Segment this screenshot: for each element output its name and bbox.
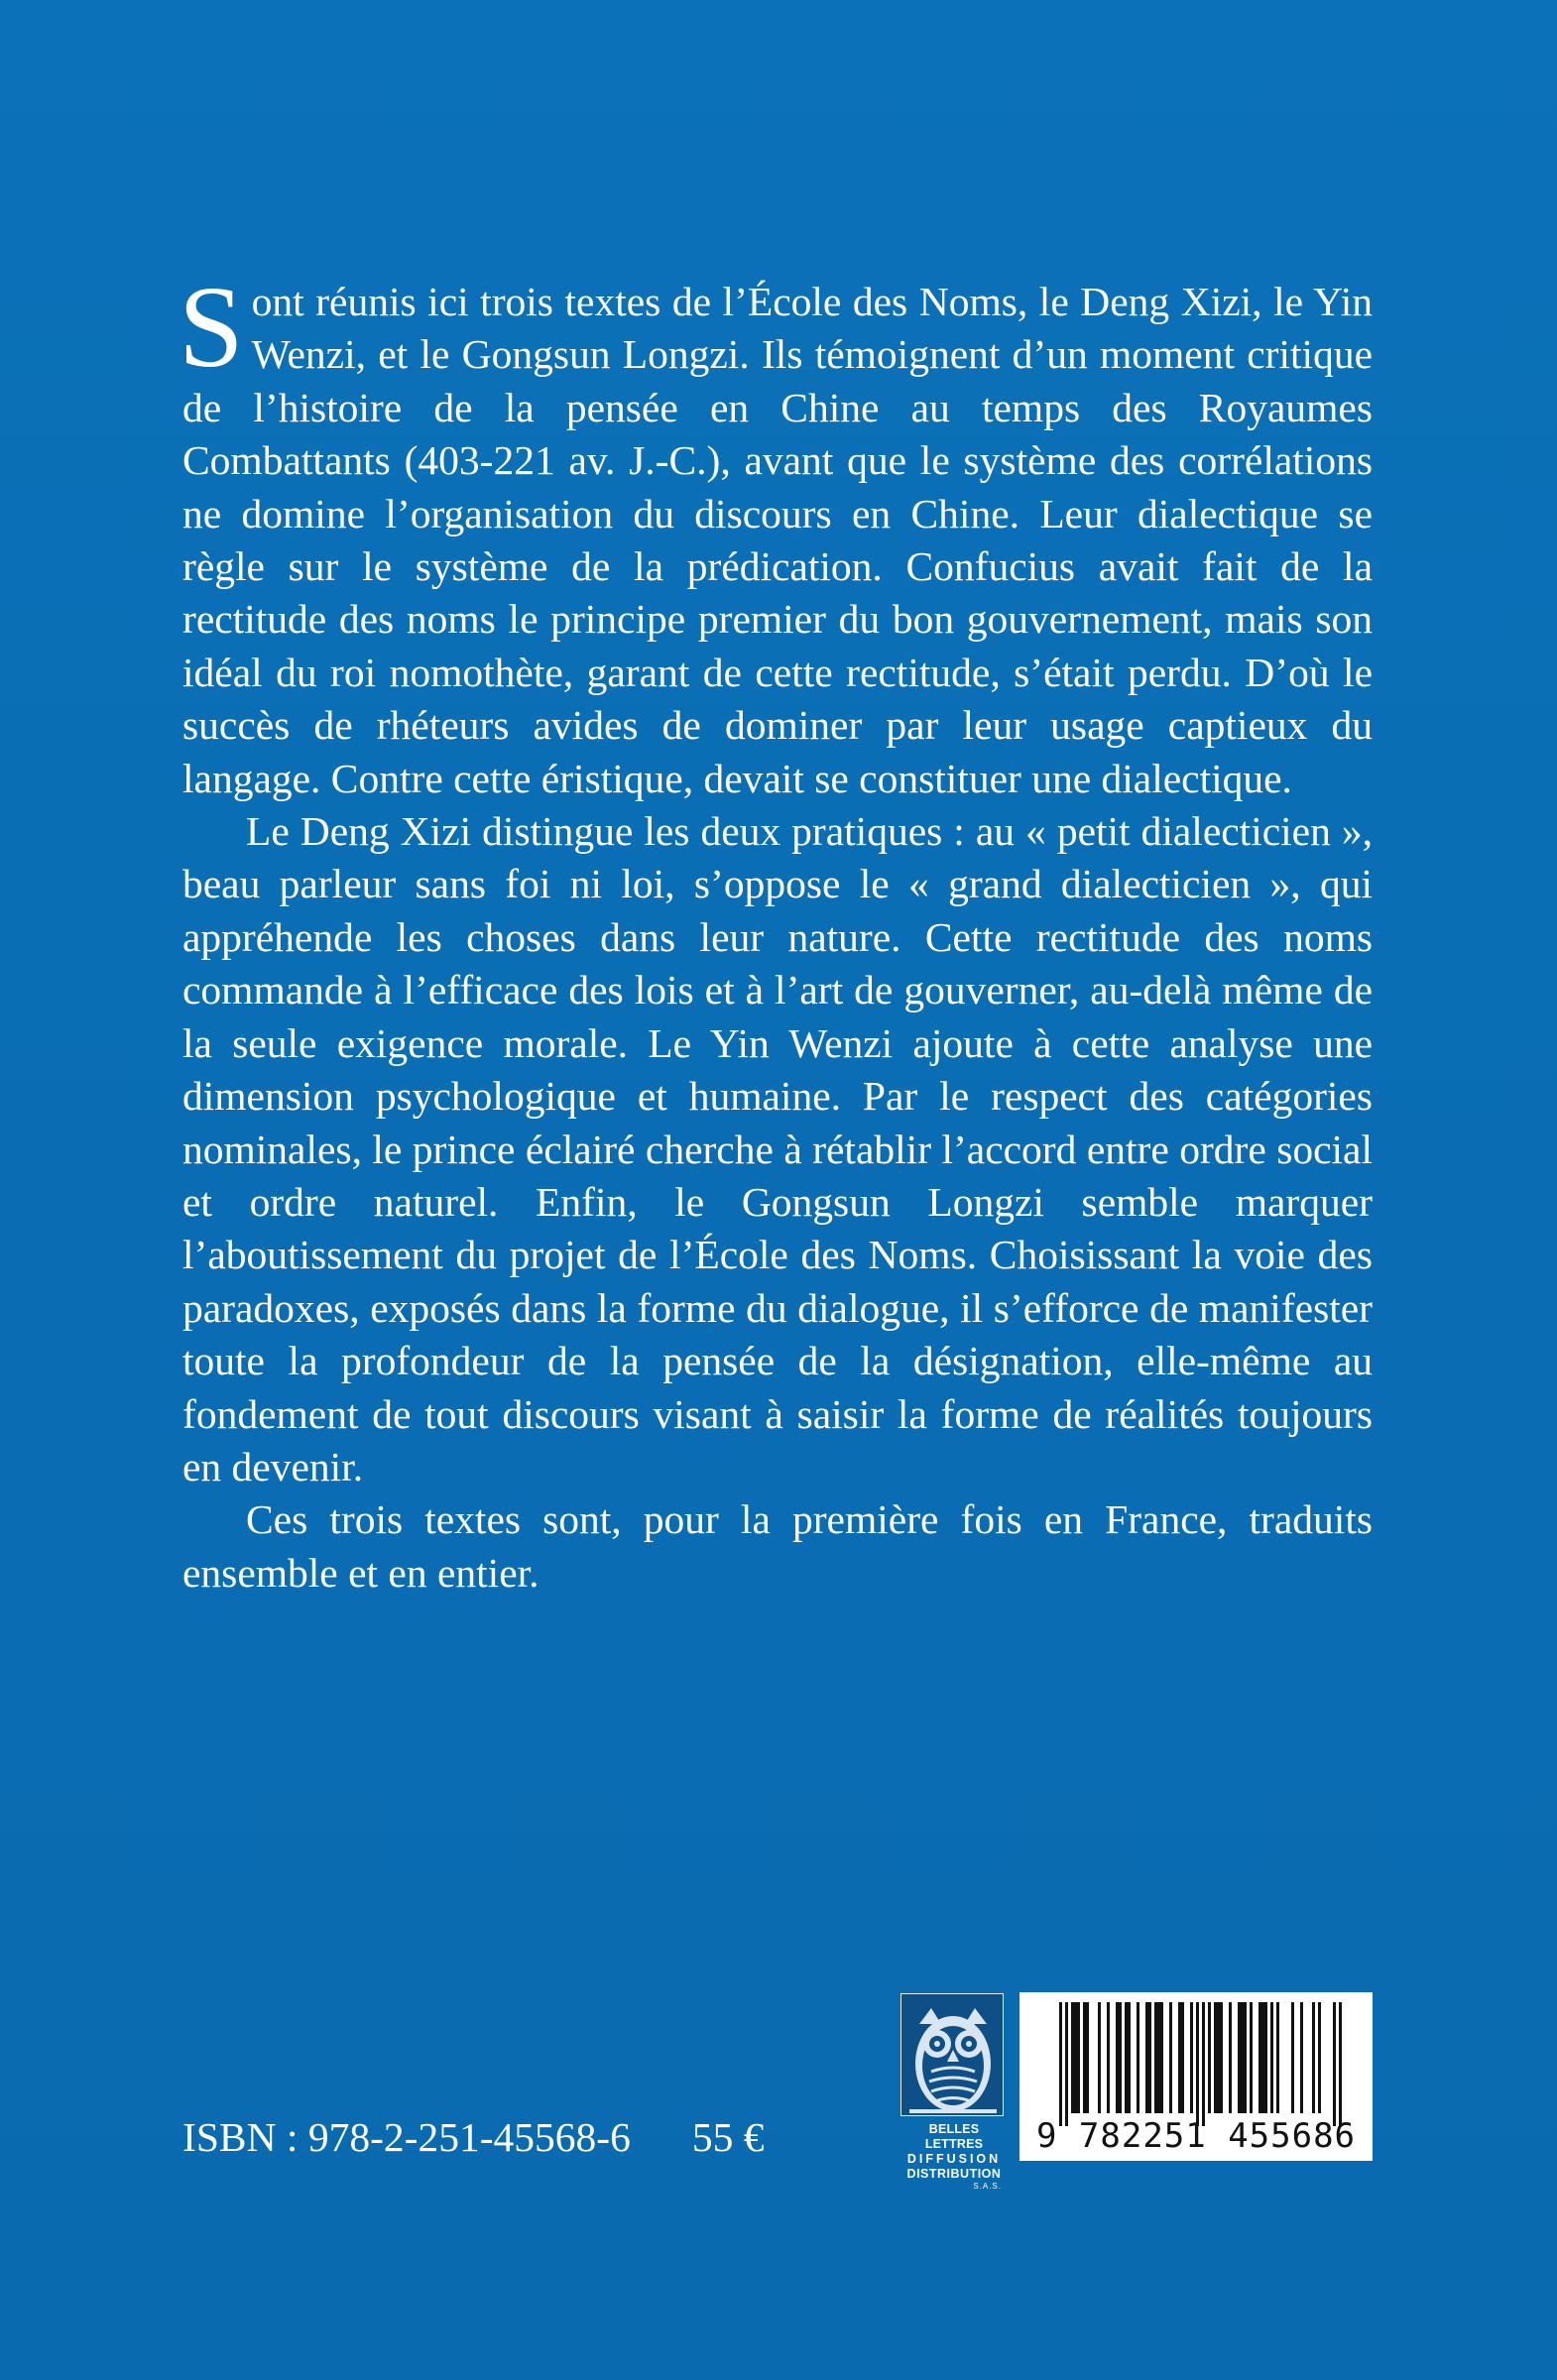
blurb-paragraph-1-text: ont réunis ici trois textes de l’École des Noms, le Deng Xizi, le Yin Wenzi, et le Gongsun Longzi. Ils témoignent d’un moment critique de l’histoire de la pensée en Chine au temps des Royaumes Combattants (403-221 av. J.-C.), avant que le système des corrélations ne domine l’organisation du discours en Chine. Leur dialectique se règle sur le système de la prédication. Confucius avait fait de la rectitude des noms le principe premier du bon gouvernement, mais son idéal du roi nomothète, garant de cette rectitude, s’était perdu. D’où le succès de rhéteurs avides de dominer par leur usage captieux du langage. Contre cette éristique, devait se constituer une dialectique. — [182, 279, 1373, 801]
isbn-price-line — [182, 2112, 765, 2162]
barcode-bar — [1077, 2002, 1080, 2113]
barcode-bar — [1202, 2002, 1205, 2126]
barcode-bar — [1160, 2002, 1163, 2113]
barcode-bar — [1333, 2002, 1336, 2126]
barcode-bar — [1229, 2002, 1232, 2113]
barcode-bar — [1300, 2002, 1303, 2113]
barcode-bar — [1318, 2002, 1321, 2113]
barcode-bar — [1339, 2002, 1342, 2126]
barcode-bar — [1190, 2002, 1193, 2113]
barcode-bar — [1086, 2002, 1089, 2113]
barcode-bar — [1145, 2002, 1148, 2113]
blurb-paragraph-1 — [179, 262, 1373, 805]
barcode-digits: 9 782251 455686 — [1035, 2116, 1357, 2156]
barcode-bar — [1137, 2002, 1139, 2113]
barcode-bar — [1181, 2002, 1184, 2113]
publisher-name-line4: S.A.S. — [973, 2182, 1002, 2191]
publisher-name-line1: BELLES LETTRES — [924, 2122, 984, 2151]
barcode-bar — [1196, 2002, 1199, 2126]
publisher-name-line2: DIFFUSION — [906, 2152, 1002, 2166]
barcode-bar — [1125, 2002, 1128, 2113]
barcode-bar — [1258, 2002, 1261, 2113]
barcode-bar — [1154, 2002, 1157, 2113]
blurb-paragraph-3: Ces trois textes sont, pour la première fois en France, traduits ensemble et en entier. — [182, 1496, 1373, 1596]
barcode-bar — [1107, 2002, 1110, 2113]
barcode-bar — [1291, 2002, 1294, 2113]
drop-cap: S — [179, 262, 244, 392]
barcode-bar — [1264, 2002, 1267, 2113]
barcode-bar — [1059, 2002, 1062, 2126]
publisher-logo-caption — [900, 2122, 1008, 2192]
barcode-bar — [1220, 2002, 1223, 2113]
blurb-paragraph-2: Le Deng Xizi distingue les deux pratiques : au « petit dialecticien », beau parleur sans foi ni loi, s’oppose le « grand dialecticien », qui appréhende les choses dans leur nature. Cette rectitude des noms commande à l’efficace des lois et à l’art de gouverner, au-delà même de la seule exigence morale. Le Yin Wenzi ajoute à cette analyse une dimension psychologique et humaine. Par le respect des catégories nominales, le prince éclairé cherche à rétablir l’accord entre ordre social et ordre naturel. Enfin, le Gongsun Longzi semble marquer l’aboutissement du projet de l’École des Noms. Choisissant la voie des paradoxes, exposés dans la forme du dialogue, il s’efforce de manifester toute la profondeur de la pensée de la désignation, elle-même au fondement de tout discours visant à saisir la forme de réalités toujours en devenir. — [182, 808, 1373, 1489]
barcode-bar — [1128, 2002, 1131, 2113]
publisher-logo — [900, 1993, 1008, 2191]
barcode-bar — [1065, 2002, 1068, 2126]
barcode-bar — [1116, 2002, 1119, 2113]
barcode-bar — [1083, 2002, 1086, 2113]
barcode-bar — [1241, 2002, 1244, 2113]
barcode-bar — [1217, 2002, 1220, 2113]
price: 55 € — [691, 2114, 765, 2160]
barcode-bar — [1178, 2002, 1181, 2113]
barcode-bar — [1214, 2002, 1217, 2113]
blurb-text — [179, 262, 1373, 1600]
barcode-bar — [1157, 2002, 1160, 2113]
barcode-bar — [1261, 2002, 1264, 2113]
barcode-bar — [1098, 2002, 1101, 2113]
barcode-bar — [1244, 2002, 1247, 2113]
isbn: ISBN : 978-2-251-45568-6 — [182, 2114, 631, 2160]
owl-icon — [900, 1993, 1004, 2116]
barcode-bar — [1119, 2002, 1122, 2113]
barcode-bar — [1074, 2002, 1077, 2113]
barcode-bar — [1276, 2002, 1279, 2113]
barcode-bar — [1270, 2002, 1273, 2113]
publisher-name-line3: DISTRIBUTION — [906, 2167, 1002, 2181]
barcode-bar — [1169, 2002, 1172, 2113]
barcode-bar — [1312, 2002, 1315, 2113]
barcode-bar — [1071, 2002, 1074, 2113]
barcode-bar — [1148, 2002, 1151, 2113]
barcode-bar — [1208, 2002, 1211, 2113]
barcode-bar — [1238, 2002, 1241, 2113]
barcode-bar — [1250, 2002, 1253, 2113]
barcode — [1019, 1992, 1373, 2161]
